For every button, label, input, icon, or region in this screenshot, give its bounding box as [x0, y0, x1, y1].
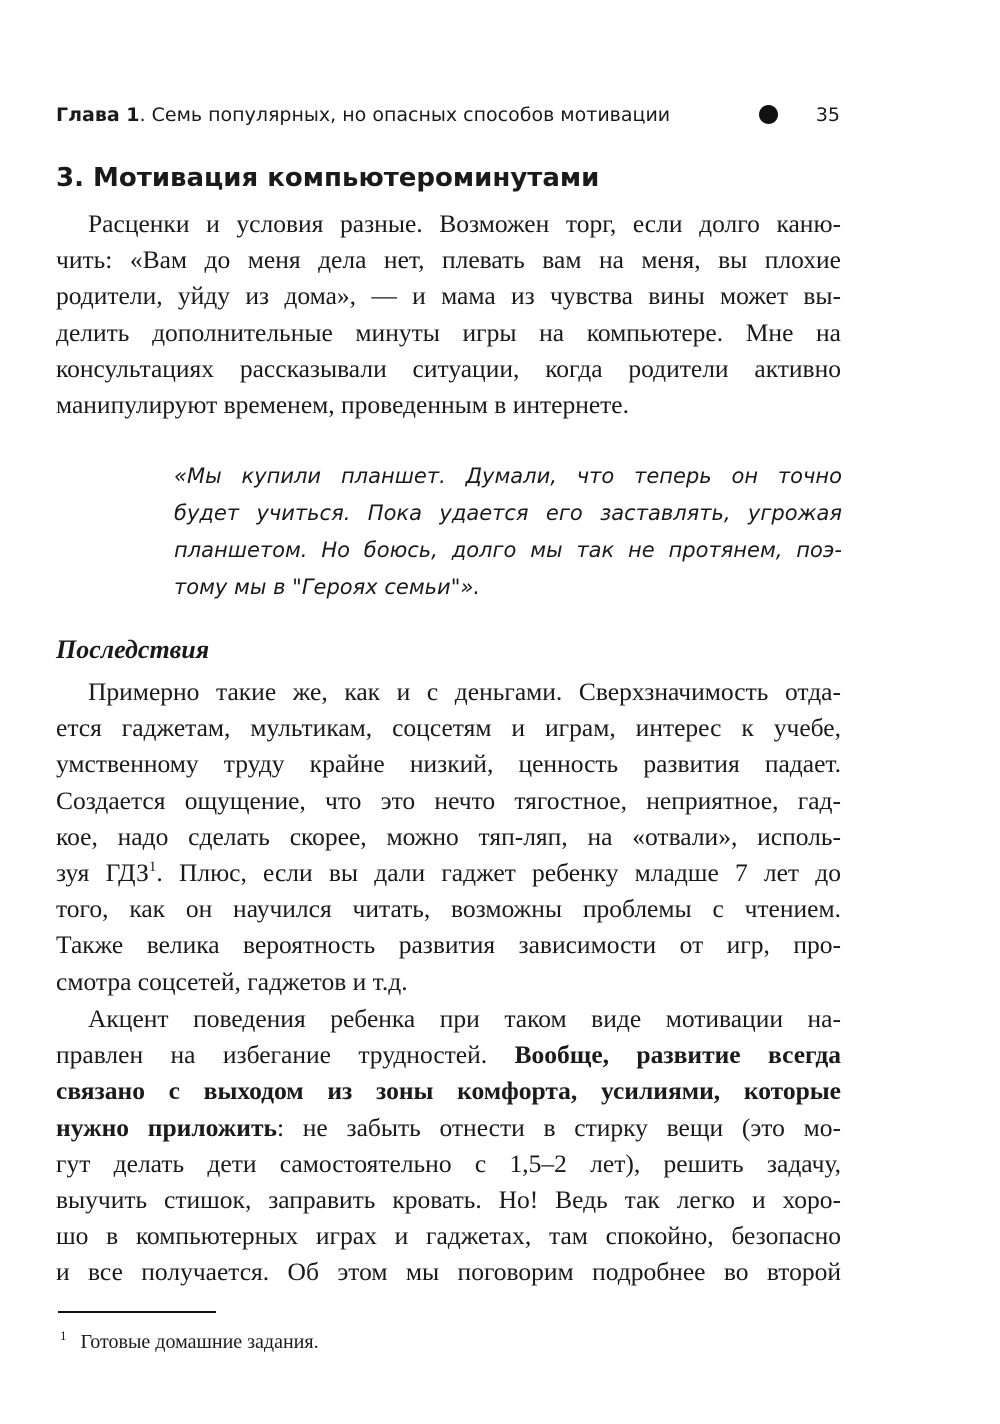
text-line: кое, надо сделать скорее, можно тяп-ляп, на «отвали», исполь- [56, 821, 841, 851]
footnote-text: Готовые домашние задания. [80, 1331, 319, 1353]
paragraph-1 [56, 206, 841, 423]
bold-fragment: Вообще, развитие всегда [514, 1040, 841, 1070]
text-line: ется гаджетам, мультикам, соцсетям и играм, интерес к учебе, [56, 713, 841, 743]
quote-line: планшетом. Но боюсь, долго мы так не протянем, поэ- [174, 538, 842, 562]
text-line: смотра соцсетей, гаджетов и т.д. [56, 966, 408, 996]
text-line [56, 1110, 841, 1146]
text-line: Акцент поведения ребенка при таком виде мотивации на- [88, 1004, 841, 1033]
chapter-label: Глава 1 [56, 104, 140, 126]
footnote-divider [58, 1311, 216, 1313]
text-line: шо в компьютерных играх и гаджетах, там спокойно, безопасно [56, 1221, 841, 1251]
footnote [60, 1320, 760, 1358]
text-line: Примерно такие же, как и с деньгами. Сверхзначимость отда- [88, 677, 841, 706]
section-title: 3. Мотивация компьютероминутами [56, 163, 600, 193]
quote-line: тому мы в "Героях семьи"». [174, 575, 480, 599]
text-line: манипулируют временем, проведенным в интернете. [56, 390, 630, 420]
text-line: Создается ощущение, что это нечто тягостное, неприятное, гад- [56, 785, 841, 815]
text-line: делить дополнительные минуты игры на компьютере. Мне на [56, 317, 841, 347]
text-line [56, 855, 841, 891]
bold-fragment: нужно приложить [56, 1112, 277, 1142]
quote-line: будет учиться. Пока удается его заставлять, угрожая [174, 501, 842, 525]
text-fragment: . Плюс, если вы дали гаджет ребенку младше 7 лет до [156, 858, 841, 888]
text-line: родители, уйду из дома», — и мама из чувства вины может вы- [56, 281, 841, 311]
text-line: Расценки и условия разные. Возможен торг, если долго каню- [88, 209, 841, 238]
quote-line: «Мы купили планшет. Думали, что теперь он точно [174, 464, 842, 488]
text-line: связано с выходом из зоны комфорта, усилиями, которые [56, 1076, 841, 1106]
text-fragment: : не забыть отнести в стирку вещи (это мо- [276, 1112, 841, 1142]
text-line: умственному труду крайне низкий, ценность развития падает. [56, 749, 841, 779]
page-number: 35 [815, 104, 840, 126]
text-line [56, 1037, 841, 1073]
text-line: выучить стишок, заправить кровать. Но! Ведь так легко и хоро- [56, 1185, 841, 1215]
subheading-consequences: Последствия [56, 635, 210, 664]
text-line: Также велика вероятность развития зависимости от игр, про- [56, 930, 841, 960]
text-line: гут делать дети самостоятельно с 1,5–2 лет), решить задачу, [56, 1148, 841, 1178]
footnote-reference[interactable]: 1 [148, 859, 157, 876]
footnote-number: 1 [60, 1328, 67, 1343]
text-fragment: правлен на избегание трудностей. [56, 1040, 515, 1070]
running-head [56, 100, 844, 130]
text-line: чить: «Вам до меня дела нет, плевать вам на меня, вы плохие [56, 245, 841, 275]
paragraph-2 [56, 674, 841, 1000]
text-line: и все получается. Об этом мы поговорим подробнее во второй [56, 1257, 841, 1287]
text-fragment: зуя ГДЗ [56, 858, 149, 888]
bullet-dot-icon [759, 105, 778, 124]
paragraph-3 [56, 1001, 841, 1291]
quote-block [174, 458, 842, 606]
text-line: того, как он научился читать, возможны проблемы с чтением. [56, 894, 841, 924]
text-line: консультациях рассказывали ситуации, когда родители активно [56, 353, 841, 383]
chapter-title: . Семь популярных, но опасных способов мотивации [139, 104, 671, 126]
